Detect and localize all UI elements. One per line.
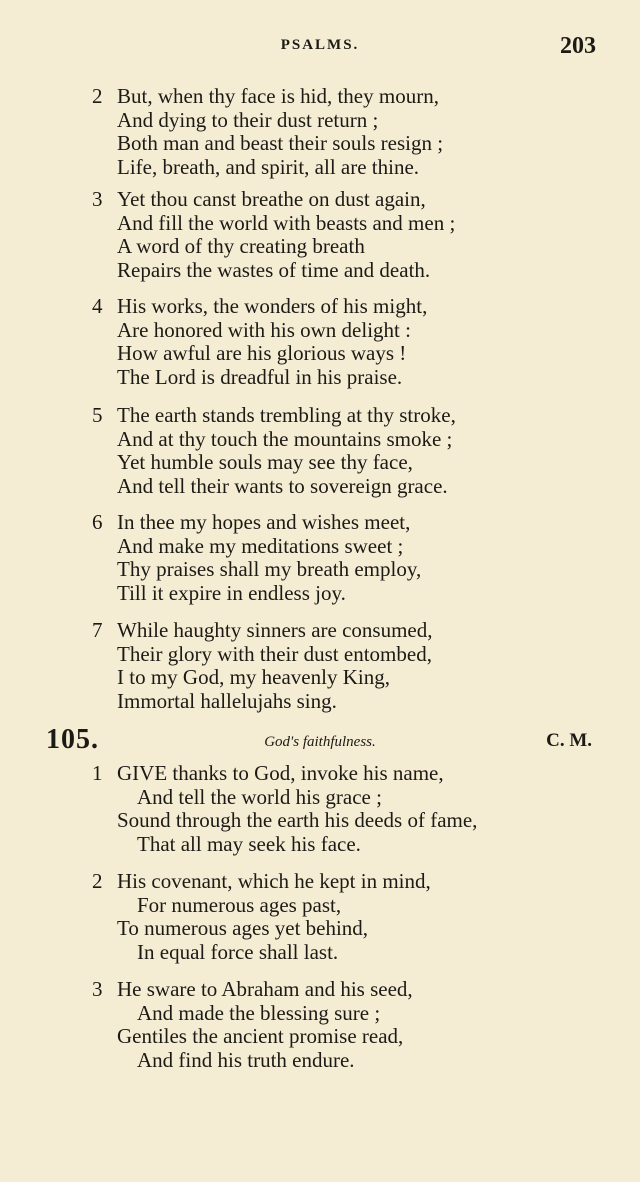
stanza-number: 2	[92, 869, 103, 893]
verse-line: And made the blessing sure ;	[137, 1000, 381, 1025]
verse-line: The Lord is dreadful in his praise.	[117, 364, 403, 389]
verse-line: While haughty sinners are consumed,	[117, 618, 433, 642]
verse-line: Yet thou canst breathe on dust again,	[117, 187, 426, 211]
stanza-number: 1	[92, 761, 103, 785]
hymn-105-stanza-2	[0, 870, 640, 964]
page-number: 203	[560, 33, 596, 59]
verse-line: And fill the world with beasts and men ;	[117, 210, 456, 235]
verse-line: Sound through the earth his deeds of fame,	[117, 808, 478, 832]
stanza-7	[0, 619, 640, 713]
verse-line: But, when thy face is hid, they mourn,	[117, 84, 439, 108]
verse-line: And tell their wants to sovereign grace.	[117, 473, 448, 498]
hymn-105-stanza-1	[0, 762, 640, 856]
stanza-number: 6	[92, 510, 103, 534]
verse-line: In equal force shall last.	[137, 939, 339, 964]
stanza-4	[0, 295, 640, 389]
verse-line: In thee my hopes and wishes meet,	[117, 510, 411, 534]
verse-line: Till it expire in endless joy.	[117, 580, 346, 605]
verse-line: Repairs the wastes of time and death.	[117, 257, 431, 282]
verse-line: And make my meditations sweet ;	[117, 533, 404, 558]
verse-line: For numerous ages past,	[137, 892, 342, 917]
verse-line: The earth stands trembling at thy stroke,	[117, 403, 456, 427]
running-title: PSALMS.	[280, 37, 360, 53]
verse-line: I to my God, my heavenly King,	[117, 665, 390, 689]
stanza-6	[0, 511, 640, 605]
verse-line: Thy praises shall my breath employ,	[117, 557, 422, 581]
verse-line: Gentiles the ancient promise read,	[117, 1024, 404, 1048]
verse-line: A word of thy creating breath	[117, 234, 365, 258]
verse-line: And tell the world his grace ;	[137, 784, 382, 809]
stanza-number: 3	[92, 977, 103, 1001]
verse-line: And dying to their dust return ;	[117, 107, 379, 132]
hymn-105-stanza-3	[0, 978, 640, 1072]
stanza-number: 3	[92, 187, 103, 211]
verse-line: Yet humble souls may see thy face,	[117, 450, 413, 474]
hymn-title: God's faithfulness.	[264, 734, 376, 750]
stanza-3	[0, 188, 640, 282]
hymn-number: 105.	[46, 724, 99, 755]
verse-line: And at thy touch the mountains smoke ;	[117, 426, 453, 451]
verse-line: Immortal hallelujahs sing.	[117, 688, 337, 713]
stanza-number: 7	[92, 618, 103, 642]
hymn-heading	[0, 724, 640, 760]
verse-line: His works, the wonders of his might,	[117, 294, 428, 318]
stanza-5	[0, 404, 640, 498]
verse-line: Both man and beast their souls resign ;	[117, 131, 444, 155]
stanza-2	[0, 85, 640, 179]
hymn-meter: C. M.	[546, 730, 592, 751]
stanza-number: 5	[92, 403, 103, 427]
verse-line: GIVE thanks to God, invoke his name,	[117, 761, 444, 785]
verse-line: His covenant, which he kept in mind,	[117, 869, 431, 893]
verse-line: And find his truth endure.	[137, 1047, 355, 1072]
verse-line: Are honored with his own delight :	[117, 317, 411, 342]
verse-line: To numerous ages yet behind,	[117, 916, 369, 940]
verse-line: Their glory with their dust entombed,	[117, 641, 432, 666]
verse-line: That all may seek his face.	[137, 831, 361, 856]
stanza-number: 2	[92, 84, 103, 108]
verse-line: How awful are his glorious ways !	[117, 341, 407, 365]
stanza-number: 4	[92, 294, 103, 318]
verse-line: Life, breath, and spirit, all are thine.	[117, 154, 420, 179]
verse-line: He sware to Abraham and his seed,	[117, 977, 413, 1001]
